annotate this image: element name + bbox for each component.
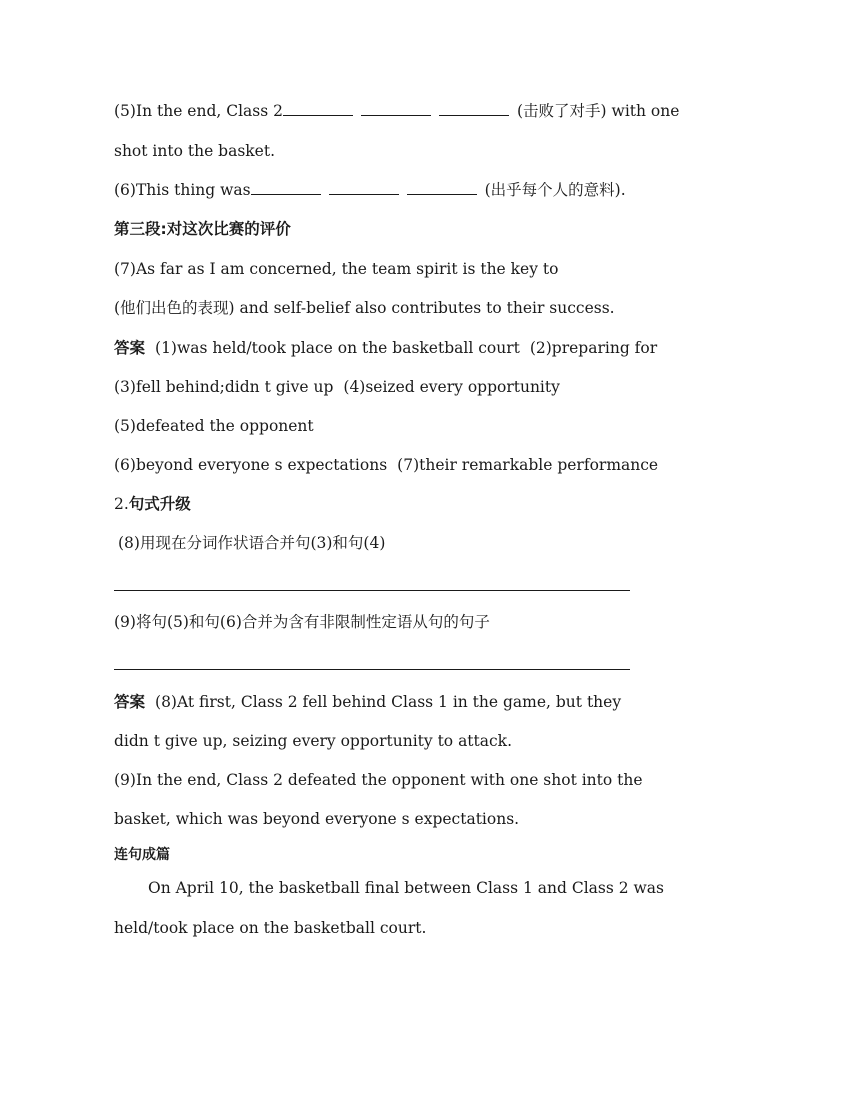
answer-3: (3)fell behind;didn t give up xyxy=(114,378,334,396)
answer-2: (2)preparing for xyxy=(529,339,658,357)
answer-8-line-1: (8)At first, Class 2 fell behind Class 1 in the game, but they xyxy=(155,693,622,711)
answers-1-line-4 xyxy=(114,455,658,475)
answer-line[interactable] xyxy=(114,590,630,591)
section-2-title: 句式升级 xyxy=(128,495,191,513)
answer-5: (5)defeated the opponent xyxy=(114,417,314,435)
answers-2-line-1 xyxy=(114,692,621,712)
question-6-prefix: (6)This thing was xyxy=(114,181,251,199)
answer-line[interactable] xyxy=(114,669,630,670)
answer-4: (4)seized every opportunity xyxy=(343,378,560,396)
answer-label: 答案 xyxy=(114,339,146,357)
answer-6: (6)beyond everyone s expectations xyxy=(114,456,388,474)
answer-blank[interactable] xyxy=(329,180,399,195)
answers-1-line-2 xyxy=(114,377,560,397)
answer-label: 答案 xyxy=(114,693,146,711)
question-7-line-2: (他们出色的表现) and self-belief also contributes to their success. xyxy=(114,299,615,317)
answer-8-line-2: didn t give up, seizing every opportunity to attack. xyxy=(114,732,513,750)
question-8: (8)用现在分词作状语合并句(3)和句(4) xyxy=(118,534,386,552)
answers-1-line-1 xyxy=(114,338,657,358)
passage-title: 连句成篇 xyxy=(114,847,170,863)
answer-9-line-2: basket, which was beyond everyone s expectations. xyxy=(114,810,520,828)
answer-blank[interactable] xyxy=(361,101,431,116)
passage-line-1: On April 10, the basketball final between Class 1 and Class 2 was xyxy=(148,879,664,897)
question-5-suffix: with one xyxy=(611,102,680,120)
question-6-line xyxy=(114,180,626,200)
passage-line-2: held/took place on the basketball court. xyxy=(114,919,427,937)
question-9: (9)将句(5)和句(6)合并为含有非限制性定语从句的句子 xyxy=(114,613,490,631)
question-5-hint: (击败了对手) xyxy=(517,102,607,120)
section-3-title: 第三段:对这次比赛的评价 xyxy=(114,220,291,238)
answer-blank[interactable] xyxy=(251,180,321,195)
question-5-prefix: (5)In the end, Class 2 xyxy=(114,102,283,120)
answer-9-line-1: (9)In the end, Class 2 defeated the opponent with one shot into the xyxy=(114,771,643,789)
answer-7: (7)their remarkable performance xyxy=(397,456,659,474)
question-6-hint: (出乎每个人的意料). xyxy=(484,181,626,199)
question-5-line-2: shot into the basket. xyxy=(114,142,276,160)
section-2-heading xyxy=(114,494,191,514)
answer-blank[interactable] xyxy=(283,101,353,116)
answer-blank[interactable] xyxy=(439,101,509,116)
question-7-line-1: (7)As far as I am concerned, the team spirit is the key to xyxy=(114,260,559,278)
answer-blank[interactable] xyxy=(407,180,477,195)
section-2-number: 2. xyxy=(114,495,129,513)
question-5-line-1 xyxy=(114,101,679,121)
answer-1: (1)was held/took place on the basketball court xyxy=(155,339,520,357)
